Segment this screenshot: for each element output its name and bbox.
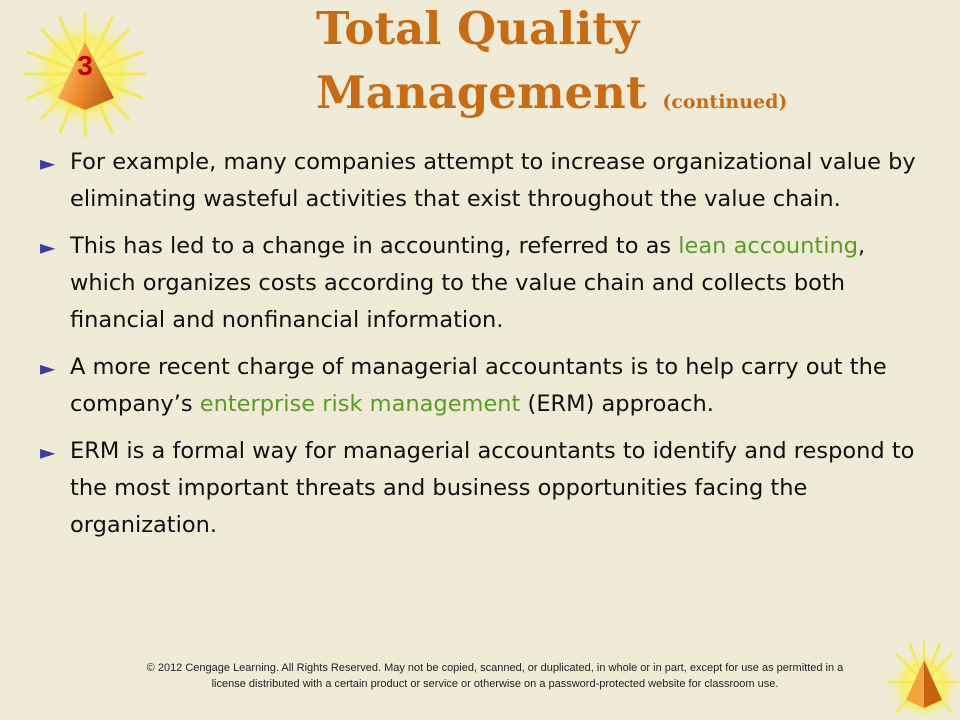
bullet-arrow-icon: ► <box>40 235 56 259</box>
title-suffix: (continued) <box>662 91 788 113</box>
slide-title <box>316 0 787 128</box>
bullet-list <box>40 144 930 554</box>
bullet-text: For example, many companies attempt to increase organizational value by eliminating wasteful activities that exist throughout the value chain. <box>70 149 916 212</box>
bullet-item <box>40 433 930 544</box>
title-line-1: Total Quality <box>316 2 640 55</box>
bullet-item <box>40 144 930 218</box>
bullet-arrow-icon: ► <box>40 151 56 175</box>
copyright-footer <box>60 660 930 692</box>
slide-number-badge <box>20 12 150 142</box>
bullet-text: , which organizes costs according to the value chain and collects both financial and nonfinancial information. <box>70 233 866 333</box>
bullet-arrow-icon: ► <box>40 356 56 380</box>
key-term-enterprise-risk-management: enterprise risk management <box>199 391 521 417</box>
title-line-2-text: Management <box>316 66 647 119</box>
corner-pyramid-badge <box>884 636 960 720</box>
bullet-item <box>40 349 930 423</box>
bullet-text: (ERM) approach. <box>520 391 714 417</box>
title-line-2 <box>316 58 787 128</box>
copyright-line-2: license distributed with a certain product or service or otherwise on a password-protected website for classroom use. <box>211 678 779 690</box>
bullet-text: This has led to a change in accounting, referred to as <box>70 233 679 259</box>
slide-number: 3 <box>77 50 93 81</box>
starburst-pyramid-icon <box>884 636 960 720</box>
bullet-arrow-icon: ► <box>40 440 56 464</box>
copyright-line-1: © 2012 Cengage Learning. All Rights Reserved. May not be copied, scanned, or duplicated, in whole or in part, except for use as permitted in a <box>146 662 844 674</box>
bullet-text: ERM is a formal way for managerial accountants to identify and respond to the most important threats and business opportunities facing the organization. <box>70 438 915 538</box>
bullet-item <box>40 228 930 339</box>
bullet-text: A more recent charge of managerial accountants is to help carry out the company’s <box>70 354 887 417</box>
key-term-lean-accounting: lean accounting <box>678 233 859 259</box>
